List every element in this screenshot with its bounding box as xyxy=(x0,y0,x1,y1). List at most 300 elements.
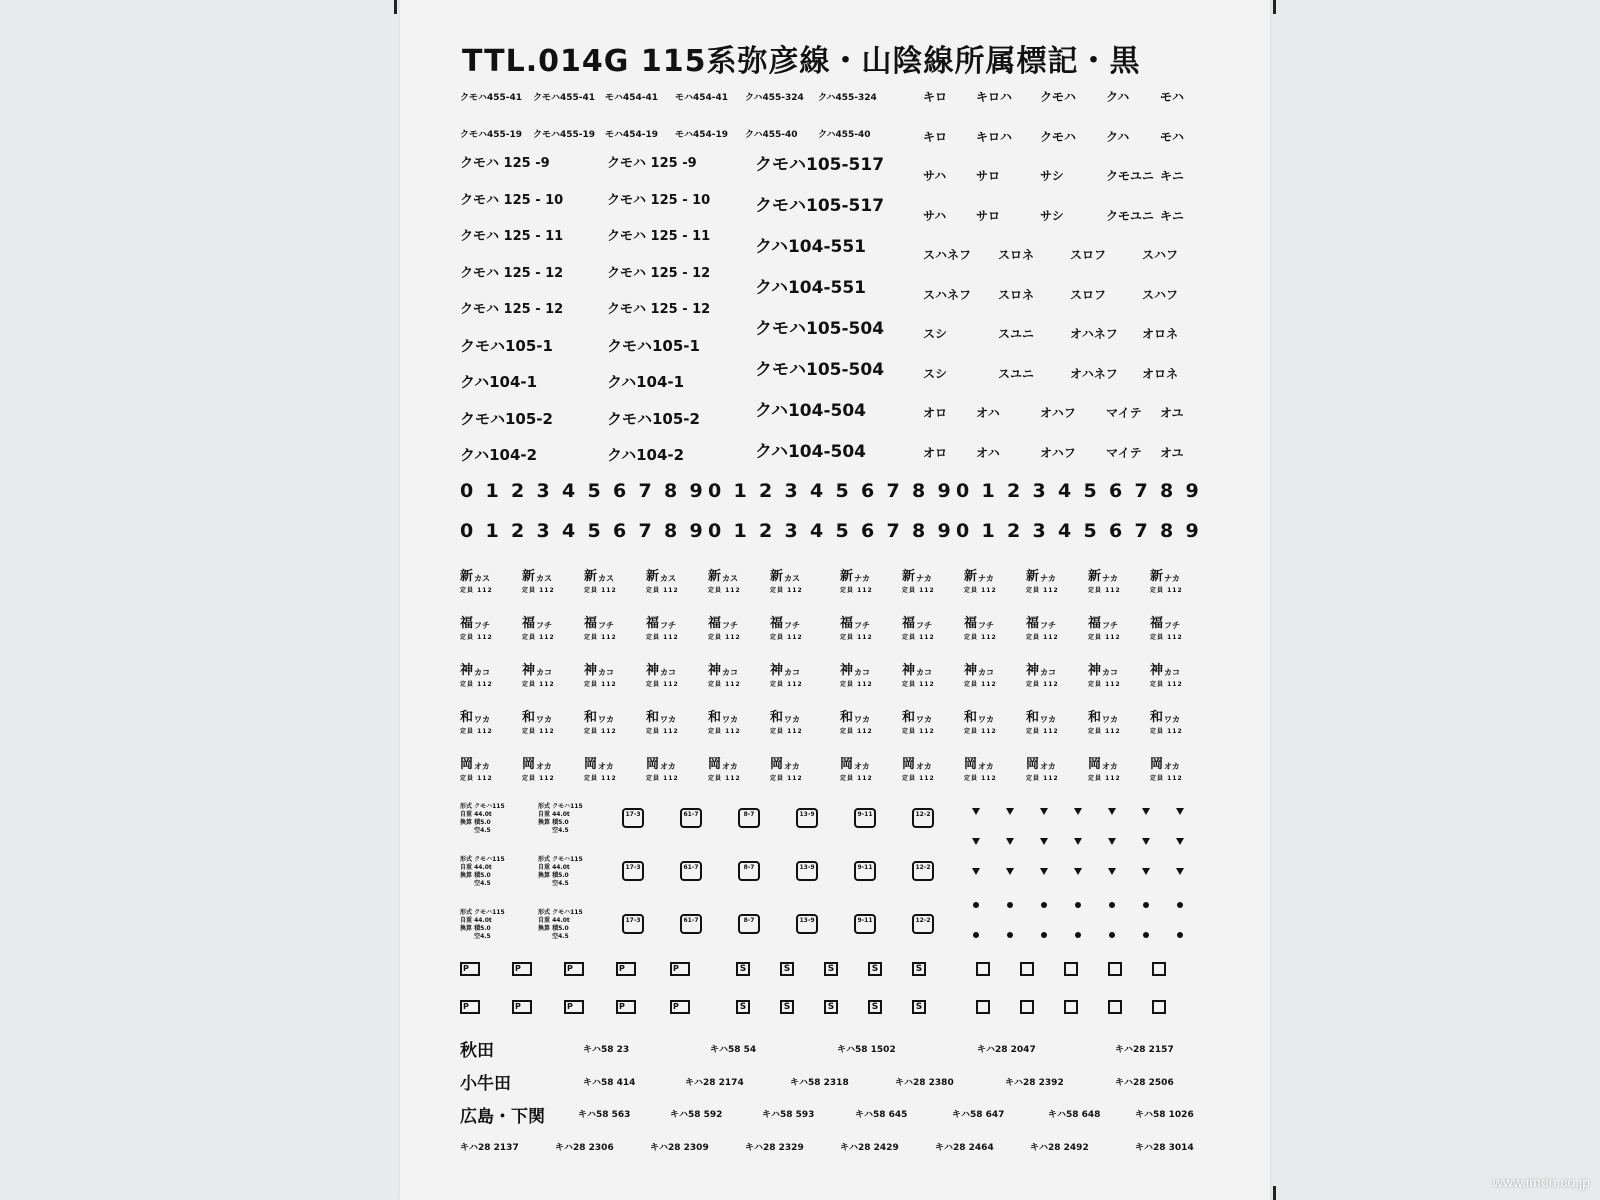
spec-line: 空4.5 xyxy=(538,933,569,940)
triangle-mark xyxy=(972,838,980,845)
dot-mark xyxy=(1177,902,1183,908)
car-number-kiha: キハ58 2318 xyxy=(790,1077,849,1088)
depot-kanji: 新 xyxy=(770,569,784,584)
small-sign xyxy=(1152,962,1166,976)
depot-mark-line xyxy=(840,659,874,678)
depot-kanji: 神 xyxy=(902,663,916,678)
capacity-label: 定員 112 xyxy=(770,681,803,688)
depot-kanji: 岡 xyxy=(1088,757,1102,772)
car-type-kana: オハネフ xyxy=(1070,327,1118,341)
digit: 6 xyxy=(861,480,875,502)
depot-code: ワカ xyxy=(660,715,677,724)
car-number-kiha: キハ28 2392 xyxy=(1005,1077,1064,1088)
digit: 9 xyxy=(1185,480,1199,502)
depot-kanji: 和 xyxy=(1088,710,1102,725)
depot-mark xyxy=(708,706,742,734)
digit: 3 xyxy=(1032,480,1046,502)
car-number: クハ104-1 xyxy=(607,373,685,391)
depot-mark xyxy=(964,612,998,640)
car-number-small: クハ455-40 xyxy=(818,130,871,140)
triangle-mark xyxy=(1074,868,1082,875)
car-number: クモハ 125 - 10 xyxy=(460,192,564,208)
depot-kanji: 福 xyxy=(646,616,660,631)
depot-kanji: 和 xyxy=(584,710,598,725)
depot-code: フチ xyxy=(598,621,615,630)
depot-mark xyxy=(770,753,804,781)
depot-mark xyxy=(1150,753,1184,781)
car-type-kana: モハ xyxy=(1160,90,1185,104)
dot-mark xyxy=(1041,902,1047,908)
car-number-kiha: キハ28 2380 xyxy=(895,1077,954,1088)
depot-mark xyxy=(584,612,618,640)
capacity-label: 定員 112 xyxy=(584,587,617,594)
car-number-kiha: キハ28 2506 xyxy=(1115,1077,1174,1088)
spec-block xyxy=(460,909,524,943)
depot-kanji: 新 xyxy=(902,569,916,584)
capacity-label: 定員 112 xyxy=(646,681,679,688)
sheet-title: TTL.014G 115系弥彦線・山陰線所属標記・黒 xyxy=(462,44,1141,79)
car-type-kana: キロ xyxy=(923,129,948,144)
capacity-label: 定員 112 xyxy=(770,587,803,594)
depot-kanji: 岡 xyxy=(646,757,660,772)
dot-mark xyxy=(973,932,979,938)
spec-line: 換算 積5.0 xyxy=(460,925,491,932)
depot-code: ナカ xyxy=(978,574,994,583)
car-type-kana: スロフ xyxy=(1070,287,1107,302)
depot-code: ワカ xyxy=(916,715,933,724)
car-type-kana: クモユニ xyxy=(1106,169,1155,183)
depot-code: カコ xyxy=(978,668,995,677)
car-type-kana: スロフ xyxy=(1070,248,1107,262)
car-number-kiha: キハ28 2492 xyxy=(1030,1142,1089,1153)
s-sign: S xyxy=(824,1000,838,1014)
depot-mark xyxy=(460,706,494,734)
depot-kanji: 和 xyxy=(840,710,854,725)
depot-code: オカ xyxy=(536,762,552,771)
depot-mark xyxy=(1026,612,1060,640)
depot-kanji: 岡 xyxy=(522,757,536,772)
depot-mark-line xyxy=(708,565,742,584)
digit: 6 xyxy=(861,520,875,542)
depot-kanji: 福 xyxy=(1088,616,1102,631)
depot-kanji: 福 xyxy=(1150,616,1164,631)
depot-mark xyxy=(840,612,874,640)
spec-block xyxy=(538,856,602,890)
capacity-label: 定員 112 xyxy=(584,681,617,688)
car-number: クモハ105-2 xyxy=(607,409,700,428)
inspection-plate: 9-11 xyxy=(854,808,876,828)
depot-kanji: 和 xyxy=(708,710,722,725)
depot-code: ワカ xyxy=(978,715,995,724)
depot-code: オカ xyxy=(854,762,870,771)
depot-mark xyxy=(1026,706,1060,734)
car-type-kana: スユニ xyxy=(998,327,1035,341)
depot-mark-line xyxy=(770,612,804,631)
capacity-label: 定員 112 xyxy=(840,728,873,735)
car-number-kiha: キハ28 2047 xyxy=(977,1045,1036,1055)
depot-mark xyxy=(1088,612,1122,640)
depot-mark xyxy=(460,659,494,687)
depot-mark-line xyxy=(646,565,680,584)
depot-kanji: 神 xyxy=(1150,663,1164,678)
depot-kanji: 神 xyxy=(708,663,722,678)
depot-mark-line xyxy=(460,565,494,584)
p-sign: P xyxy=(670,1000,690,1014)
depot-mark xyxy=(708,659,742,687)
dot-mark xyxy=(1075,932,1081,938)
car-number-large: クハ104-551 xyxy=(755,278,867,298)
car-type-kana: スハフ xyxy=(1142,248,1179,262)
capacity-label: 定員 112 xyxy=(460,587,493,594)
depot-mark xyxy=(840,565,874,593)
capacity-label: 定員 112 xyxy=(522,681,555,688)
car-type-kana: スハネフ xyxy=(923,248,972,262)
inspection-plate: 61-7 xyxy=(680,914,702,934)
depot-mark xyxy=(1150,565,1184,593)
depot-mark-line xyxy=(770,659,804,678)
digit: 1 xyxy=(485,520,499,542)
depot-code: カス xyxy=(722,574,739,583)
capacity-label: 定員 112 xyxy=(646,634,679,641)
spec-line: 自重 44.0t xyxy=(538,917,570,924)
depot-kanji: 神 xyxy=(1088,663,1102,678)
watermark: www.imon.co.jp xyxy=(1492,1174,1590,1190)
spec-line: 換算 積5.0 xyxy=(460,872,491,879)
car-number-small: クハ455-324 xyxy=(818,93,877,103)
car-number-small: モハ454-19 xyxy=(675,130,729,140)
depot-kanji: 和 xyxy=(902,710,916,725)
depot-kanji: 福 xyxy=(770,616,784,631)
station-name: 小牛田 xyxy=(460,1074,511,1094)
triangle-mark xyxy=(1142,868,1150,875)
car-type-kana: クモユニ xyxy=(1106,208,1155,223)
car-type-kana: オユ xyxy=(1160,406,1184,420)
depot-mark xyxy=(708,565,742,593)
digit: 9 xyxy=(1185,520,1199,542)
depot-mark xyxy=(522,753,556,781)
digit: 4 xyxy=(1058,520,1072,542)
car-number-small: モハ454-41 xyxy=(675,93,729,103)
depot-mark xyxy=(1150,612,1184,640)
depot-kanji: 和 xyxy=(460,710,474,725)
spec-line: 自重 44.0t xyxy=(460,864,492,871)
car-type-kana: サロ xyxy=(976,169,1001,183)
car-type-kana: オハ xyxy=(976,406,1000,420)
depot-mark-line xyxy=(460,612,494,631)
depot-code: ワカ xyxy=(1102,715,1119,724)
depot-code: カコ xyxy=(784,668,801,677)
car-number-kiha: キハ28 3014 xyxy=(1135,1142,1194,1153)
depot-mark-line xyxy=(584,753,618,772)
car-type-kana: サハ xyxy=(923,169,947,183)
car-number-kiha: キハ28 2174 xyxy=(685,1077,744,1088)
car-number-kiha: キハ28 2137 xyxy=(460,1142,519,1153)
depot-mark-line xyxy=(460,753,494,772)
depot-mark-line xyxy=(770,706,804,725)
depot-mark xyxy=(646,565,680,593)
small-sign xyxy=(1020,962,1034,976)
capacity-label: 定員 112 xyxy=(964,587,997,594)
depot-code: フチ xyxy=(784,621,801,630)
dot-mark xyxy=(973,902,979,908)
digit: 3 xyxy=(536,480,550,502)
depot-mark xyxy=(584,659,618,687)
digit: 0 xyxy=(708,480,722,502)
digit: 0 xyxy=(460,520,474,542)
depot-mark-line xyxy=(708,753,742,772)
depot-mark xyxy=(1088,706,1122,734)
dot-mark xyxy=(1177,932,1183,938)
depot-mark xyxy=(522,565,556,593)
capacity-label: 定員 112 xyxy=(902,728,935,735)
digit: 3 xyxy=(1032,520,1046,542)
triangle-mark xyxy=(1108,838,1116,845)
small-sign xyxy=(1064,1000,1078,1014)
car-number-small: モハ454-41 xyxy=(605,93,659,103)
depot-kanji: 神 xyxy=(460,663,474,678)
depot-kanji: 神 xyxy=(964,663,978,678)
car-type-kana: サロ xyxy=(976,208,1001,223)
decal-sheet xyxy=(400,0,1270,1200)
depot-kanji: 岡 xyxy=(964,757,978,772)
depot-code: カコ xyxy=(660,668,677,677)
capacity-label: 定員 112 xyxy=(1026,634,1059,641)
car-type-kana: クハ xyxy=(1106,129,1130,144)
car-type-kana: スユニ xyxy=(998,366,1035,381)
capacity-label: 定員 112 xyxy=(964,775,997,782)
depot-mark-line xyxy=(1088,565,1122,584)
inspection-plate: 13-9 xyxy=(796,808,818,828)
car-number-kiha: キハ58 592 xyxy=(670,1110,723,1120)
digit: 1 xyxy=(733,480,747,502)
depot-mark xyxy=(770,612,804,640)
capacity-label: 定員 112 xyxy=(522,775,555,782)
car-number-large: クハ104-551 xyxy=(755,237,867,257)
inspection-plate: 61-7 xyxy=(680,861,702,881)
depot-kanji: 神 xyxy=(770,663,784,678)
depot-mark-line xyxy=(1026,659,1060,678)
triangle-mark xyxy=(1006,808,1014,815)
spec-line: 空4.5 xyxy=(460,880,491,887)
car-type-kana: キロ xyxy=(923,90,948,104)
car-type-kana: オハ xyxy=(976,445,1000,460)
car-type-kana: スハネフ xyxy=(923,287,972,302)
spec-line: 形式 クモハ115 xyxy=(460,909,505,916)
digit: 7 xyxy=(638,480,652,502)
depot-mark xyxy=(1026,753,1060,781)
inspection-plate: 12-2 xyxy=(912,914,934,934)
s-sign: S xyxy=(736,1000,750,1014)
capacity-label: 定員 112 xyxy=(840,681,873,688)
depot-mark xyxy=(460,565,494,593)
inspection-plate: 17-3 xyxy=(622,914,644,934)
car-type-kana: オロ xyxy=(923,406,948,420)
capacity-label: 定員 112 xyxy=(1150,775,1183,782)
depot-mark-line xyxy=(840,706,874,725)
capacity-label: 定員 112 xyxy=(840,587,873,594)
car-number: クハ104-1 xyxy=(460,373,538,391)
depot-mark-line xyxy=(840,753,874,772)
car-number-small: クモハ455-41 xyxy=(460,93,523,103)
capacity-label: 定員 112 xyxy=(964,681,997,688)
depot-code: オカ xyxy=(474,762,490,771)
depot-mark-line xyxy=(964,706,998,725)
car-number: クハ104-2 xyxy=(460,446,538,464)
car-type-kana: キニ xyxy=(1160,169,1185,183)
depot-kanji: 福 xyxy=(460,616,474,631)
depot-code: オカ xyxy=(1040,762,1056,771)
car-number-kiha: キハ58 23 xyxy=(583,1045,630,1055)
spec-line: 形式 クモハ115 xyxy=(538,856,583,863)
spec-line: 形式 クモハ115 xyxy=(538,803,583,810)
spec-line: 空4.5 xyxy=(538,880,569,887)
digit: 1 xyxy=(485,480,499,502)
depot-code: ワカ xyxy=(1040,715,1057,724)
small-sign xyxy=(1064,962,1078,976)
depot-code: カコ xyxy=(1040,668,1057,677)
car-number-kiha: キハ58 1026 xyxy=(1135,1110,1194,1120)
depot-mark-line xyxy=(1088,659,1122,678)
depot-code: ナカ xyxy=(1040,574,1056,583)
depot-mark-line xyxy=(902,612,936,631)
depot-kanji: 新 xyxy=(584,569,598,584)
depot-code: カコ xyxy=(916,668,933,677)
car-type-kana: オロネ xyxy=(1142,327,1179,341)
depot-code: フチ xyxy=(978,621,995,630)
depot-code: ワカ xyxy=(598,715,615,724)
depot-mark-line xyxy=(522,612,556,631)
car-type-kana: キニ xyxy=(1160,208,1185,223)
depot-mark xyxy=(902,706,936,734)
depot-mark-line xyxy=(708,659,742,678)
depot-mark xyxy=(522,612,556,640)
depot-code: カコ xyxy=(536,668,553,677)
depot-mark xyxy=(840,706,874,734)
depot-mark xyxy=(902,753,936,781)
depot-mark-line xyxy=(522,565,556,584)
s-sign: S xyxy=(824,962,838,976)
depot-mark-line xyxy=(840,565,874,584)
capacity-label: 定員 112 xyxy=(646,728,679,735)
digit: 6 xyxy=(1109,480,1123,502)
depot-code: カス xyxy=(598,574,615,583)
s-sign: S xyxy=(868,962,882,976)
capacity-label: 定員 112 xyxy=(840,634,873,641)
depot-kanji: 和 xyxy=(1026,710,1040,725)
depot-mark-line xyxy=(902,706,936,725)
car-number-large: クモハ105-517 xyxy=(755,155,885,175)
depot-mark xyxy=(1150,706,1184,734)
triangle-mark xyxy=(1142,838,1150,845)
car-type-kana: キロハ xyxy=(976,129,1013,144)
digit: 9 xyxy=(689,520,703,542)
triangle-mark xyxy=(1176,868,1184,875)
capacity-label: 定員 112 xyxy=(964,728,997,735)
car-type-kana: クハ xyxy=(1106,90,1130,104)
car-number-small: クハ455-324 xyxy=(745,93,804,103)
dot-mark xyxy=(1041,932,1047,938)
capacity-label: 定員 112 xyxy=(460,728,493,735)
depot-mark-line xyxy=(964,659,998,678)
depot-mark-line xyxy=(1088,753,1122,772)
p-sign: P xyxy=(616,962,636,976)
depot-mark xyxy=(902,659,936,687)
digit: 0 xyxy=(460,480,474,502)
depot-mark-line xyxy=(584,565,618,584)
dot-mark xyxy=(1143,902,1149,908)
depot-kanji: 和 xyxy=(1150,710,1164,725)
digit: 2 xyxy=(511,480,525,502)
capacity-label: 定員 112 xyxy=(1088,587,1121,594)
depot-kanji: 福 xyxy=(1026,616,1040,631)
depot-mark xyxy=(646,612,680,640)
depot-code: カス xyxy=(784,574,801,583)
depot-mark-line xyxy=(1026,565,1060,584)
depot-code: ワカ xyxy=(784,715,801,724)
car-type-kana: サシ xyxy=(1040,169,1064,183)
depot-mark xyxy=(770,565,804,593)
depot-mark-line xyxy=(902,565,936,584)
capacity-label: 定員 112 xyxy=(708,634,741,641)
depot-kanji: 神 xyxy=(584,663,598,678)
car-type-kana: スロネ xyxy=(998,248,1035,262)
depot-kanji: 福 xyxy=(902,616,916,631)
digit: 4 xyxy=(562,480,576,502)
depot-mark xyxy=(840,659,874,687)
digit: 7 xyxy=(886,480,900,502)
car-number-small: クモハ455-19 xyxy=(533,130,596,140)
capacity-label: 定員 112 xyxy=(1088,728,1121,735)
depot-mark-line xyxy=(770,565,804,584)
depot-code: ワカ xyxy=(854,715,871,724)
depot-kanji: 岡 xyxy=(770,757,784,772)
digit: 6 xyxy=(613,480,627,502)
digit: 4 xyxy=(1058,480,1072,502)
p-sign: P xyxy=(616,1000,636,1014)
car-number: クモハ105-1 xyxy=(607,336,700,355)
depot-code: カコ xyxy=(1164,668,1181,677)
depot-code: オカ xyxy=(978,762,994,771)
car-number-large: クハ104-504 xyxy=(755,442,867,462)
inspection-plate: 8-7 xyxy=(738,808,760,828)
depot-kanji: 岡 xyxy=(1026,757,1040,772)
p-sign: P xyxy=(564,1000,584,1014)
digit: 0 xyxy=(708,520,722,542)
dot-mark xyxy=(1075,902,1081,908)
depot-kanji: 福 xyxy=(840,616,854,631)
car-number-kiha: キハ28 2329 xyxy=(745,1142,804,1153)
depot-code: フチ xyxy=(854,621,871,630)
car-number-large: クモハ105-504 xyxy=(755,319,885,339)
digit: 5 xyxy=(587,480,601,502)
digit: 8 xyxy=(912,520,926,542)
car-type-kana: オハネフ xyxy=(1070,366,1118,381)
depot-mark-line xyxy=(646,612,680,631)
digit: 1 xyxy=(981,520,995,542)
capacity-label: 定員 112 xyxy=(840,775,873,782)
digit: 8 xyxy=(664,480,678,502)
car-number-large: クモハ105-517 xyxy=(755,196,885,216)
small-sign xyxy=(1108,962,1122,976)
depot-mark-line xyxy=(1150,706,1184,725)
registration-mark xyxy=(1273,1186,1276,1200)
capacity-label: 定員 112 xyxy=(1088,681,1121,688)
digit: 1 xyxy=(733,520,747,542)
spec-line: 換算 積5.0 xyxy=(538,925,569,932)
car-number-small: クハ455-40 xyxy=(745,130,798,140)
digit: 0 xyxy=(956,480,970,502)
capacity-label: 定員 112 xyxy=(646,775,679,782)
